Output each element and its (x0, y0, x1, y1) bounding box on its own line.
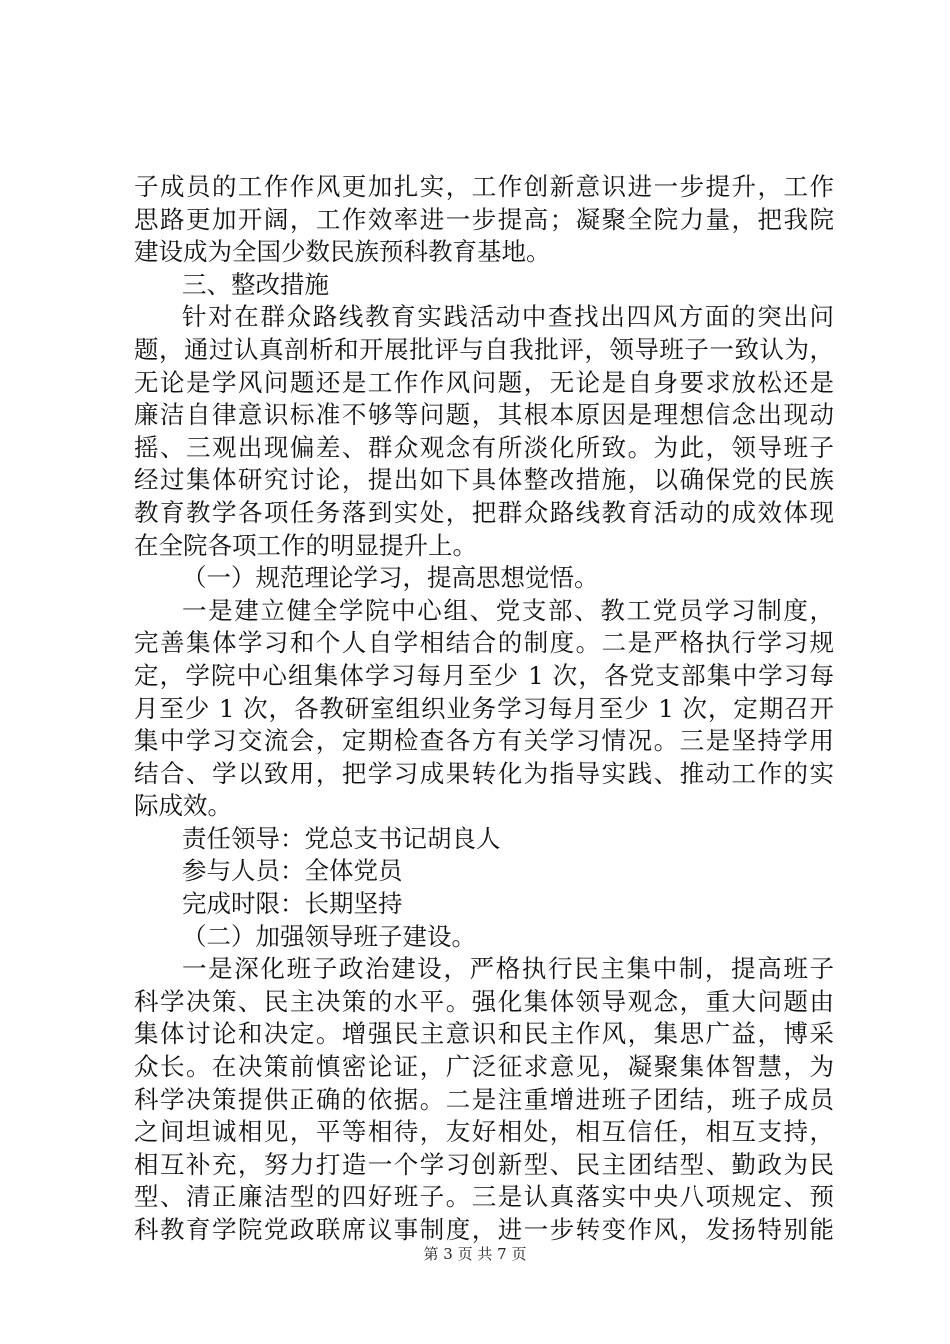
text-line: 科教育学院党政联席议事制度，进一步转变作风，发扬特别能 (134, 1215, 834, 1244)
text-line: 集中学习交流会，定期检查各方有关学习情况。三是坚持学用 (134, 726, 834, 756)
document-body (134, 171, 834, 1247)
text-line: 之间坦诚相见，平等相待，友好相处，相互信任，相互支持， (134, 1117, 834, 1147)
text-line: （一）规范理论学习，提高思想觉悟。 (182, 563, 599, 593)
text-line: 摇、三观出现偏差、群众观念有所淡化所致。为此，领导班子 (134, 432, 834, 462)
text-line: 集体讨论和决定。增强民主意识和民主作风，集思广益，博采 (134, 1019, 834, 1049)
text-line: （二）加强领导班子建设。 (182, 921, 476, 951)
text-line: 众长。在决策前慎密论证，广泛征求意见，凝聚集体智慧，为 (134, 1052, 834, 1082)
text-line: 一是深化班子政治建设，严格执行民主集中制，提高班子 (182, 954, 834, 984)
text-line: 参与人员：全体党员 (182, 856, 403, 886)
text-line: 相互补充，努力打造一个学习创新型、民主团结型、勤政为民 (134, 1149, 834, 1179)
text-line: 完成时限：长期坚持 (182, 889, 403, 919)
text-line: 际成效。 (134, 791, 232, 821)
text-line: 科学决策提供正确的依据。二是注重增进班子团结，班子成员 (134, 1084, 834, 1114)
text-line: 完善集体学习和个人自学相结合的制度。二是严格执行学习规 (134, 628, 834, 658)
text-line: 思路更加开阔，工作效率进一步提高；凝聚全院力量，把我院 (134, 204, 834, 234)
text-line: 建设成为全国少数民族预科教育基地。 (134, 237, 551, 267)
text-line: 一是建立健全学院中心组、党支部、教工党员学习制度， (182, 595, 834, 625)
text-line: 责任领导：党总支书记胡良人 (182, 823, 501, 853)
text-line: 型、清正廉洁型的四好班子。三是认真落实中央八项规定、预 (134, 1182, 834, 1212)
page-footer: 第 3 页 共 7 页 (423, 1245, 527, 1263)
text-line: 在全院各项工作的明显提升上。 (134, 530, 477, 560)
text-line: 定，学院中心组集体学习每月至少 1 次，各党支部集中学习每 (134, 660, 834, 690)
text-line: 经过集体研究讨论，提出如下具体整改措施，以确保党的民族 (134, 465, 834, 495)
text-line: 题，通过认真剖析和开展批评与自我批评，领导班子一致认为， (134, 334, 834, 364)
text-line: 针对在群众路线教育实践活动中查找出四风方面的突出问 (182, 302, 834, 332)
text-line: 无论是学风问题还是工作作风问题，无论是自身要求放松还是 (134, 367, 834, 397)
text-line: 廉洁自律意识标准不够等问题，其根本原因是理想信念出现动 (134, 400, 834, 430)
text-line: 科学决策、民主决策的水平。强化集体领导观念，重大问题由 (134, 986, 834, 1016)
text-line: 教育教学各项任务落到实处，把群众路线教育活动的成效体现 (134, 497, 834, 527)
text-line: 结合、学以致用，把学习成果转化为指导实践、推动工作的实 (134, 758, 834, 788)
text-line: 子成员的工作作风更加扎实，工作创新意识进一步提升，工作 (134, 172, 834, 201)
text-line: 三、整改措施 (182, 269, 329, 299)
text-line: 月至少 1 次，各教研室组织业务学习每月至少 1 次，定期召开 (134, 693, 834, 723)
